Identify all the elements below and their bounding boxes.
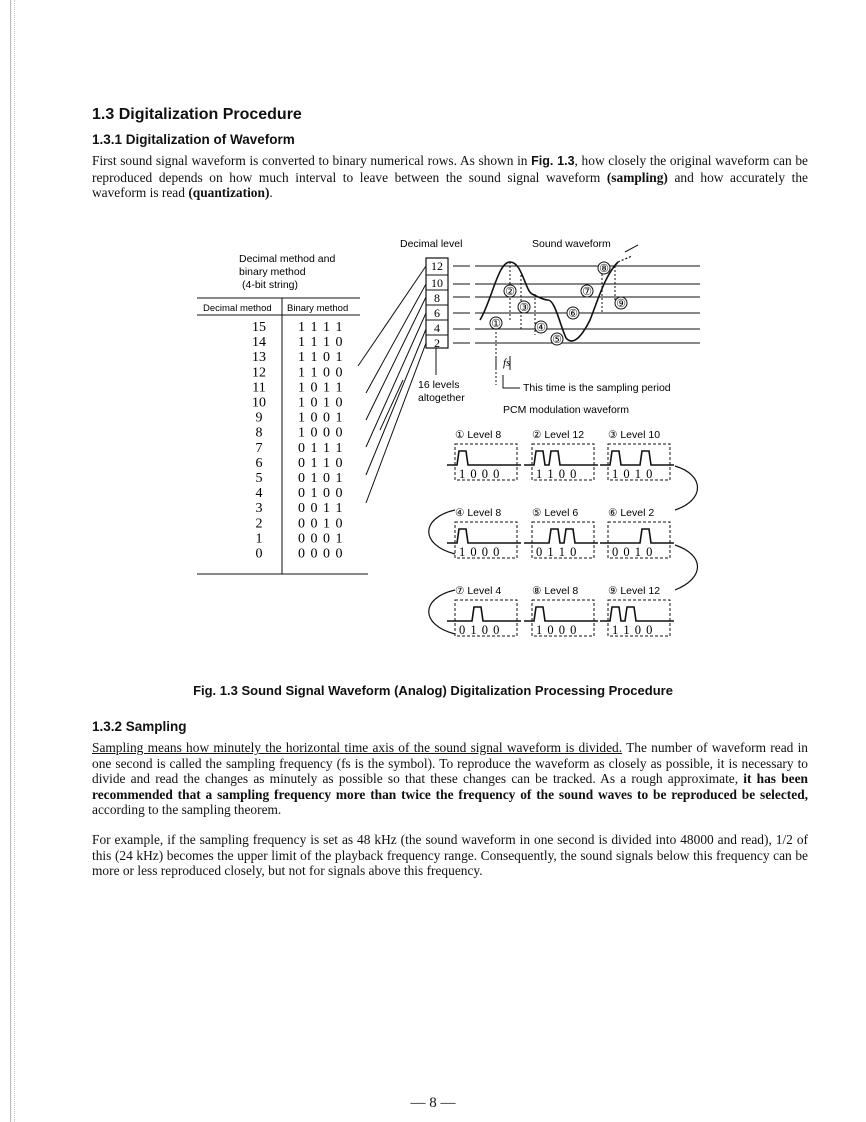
marker-2: ② xyxy=(505,286,515,298)
pulse-label: ③ Level 10 xyxy=(608,429,661,441)
table-decimal-value: 7 xyxy=(255,440,263,456)
pulse-group xyxy=(447,507,521,559)
table-decimal-value: 5 xyxy=(255,471,263,486)
level-label: 10 xyxy=(431,276,443,290)
pulse-wave xyxy=(447,607,521,621)
pulse-label: ⑤ Level 6 xyxy=(532,507,579,519)
table-binary-value: 0 0 1 0 xyxy=(298,516,344,532)
marker-1: ① xyxy=(491,318,501,330)
sampling-lines xyxy=(496,262,615,385)
mapping-lines xyxy=(358,266,426,503)
method-label-line2: binary method xyxy=(239,266,306,278)
pulse-group xyxy=(600,429,674,481)
method-label-line3: (4-bit string) xyxy=(242,279,299,291)
subsection-title-waveform: 1.3.1 Digitalization of Waveform xyxy=(92,132,295,147)
pulse-label: ⑨ Level 12 xyxy=(608,585,661,597)
table-decimal-value: 9 xyxy=(255,410,263,426)
table-decimal-value: 11 xyxy=(252,380,266,396)
column-header-binary: Binary method xyxy=(287,303,349,314)
decimal-level-label: Decimal level xyxy=(400,238,463,250)
level-label: 8 xyxy=(434,291,440,305)
pulse-wave xyxy=(600,607,674,621)
levels-label-line1: 16 levels xyxy=(418,379,460,391)
pulse-label: ① Level 8 xyxy=(455,429,502,441)
term-quantization: (quantization) xyxy=(188,185,270,200)
para-text: . xyxy=(269,185,273,200)
paragraph-sampling xyxy=(92,740,808,818)
table-decimal-value: 0 xyxy=(255,546,263,562)
table-binary-value: 1 1 1 0 xyxy=(298,335,344,351)
pulse-group xyxy=(447,429,521,481)
term-sampling: (sampling) xyxy=(606,169,668,185)
table-decimal-value: 13 xyxy=(252,350,266,366)
table-decimal-value: 14 xyxy=(252,335,266,351)
level-label: 2 xyxy=(434,336,440,350)
levels-label-line2: altogether xyxy=(418,392,465,404)
para-text: according to the sampling theorem. xyxy=(92,802,282,817)
table-binary-value: 0 0 1 1 xyxy=(298,501,344,517)
table-binary-value: 0 0 0 0 xyxy=(298,546,344,562)
para-text: , how closely the original waveform can be reproduced depends on how much interval to leave between the sound signal waveform xyxy=(92,153,808,185)
pulse-wave xyxy=(600,451,674,465)
table-binary-value: 1 1 0 0 xyxy=(298,365,344,381)
table-binary-value: 0 1 1 1 xyxy=(298,440,344,456)
section-title: 1.3 Digitalization Procedure xyxy=(92,106,302,123)
pulse-wave xyxy=(447,451,521,465)
pulse-wave xyxy=(447,529,521,543)
table-binary-value: 1 0 1 1 xyxy=(298,380,344,396)
pulse-code: 1 1 0 0 xyxy=(612,623,654,637)
sampling-period-label: This time is the sampling period xyxy=(523,382,671,394)
marker-6: ⑥ xyxy=(568,308,578,320)
level-box xyxy=(426,258,448,273)
table-decimal-value: 6 xyxy=(255,455,263,471)
table-binary-value: 1 0 1 0 xyxy=(298,395,344,411)
level-box xyxy=(426,320,448,335)
pulse-group xyxy=(600,507,674,559)
marker-3: ③ xyxy=(519,302,529,314)
sample-markers xyxy=(490,262,627,346)
pulse-code: 1 0 0 0 xyxy=(459,467,501,481)
marker-8: ⑧ xyxy=(599,263,609,275)
pulse-code: 1 1 0 0 xyxy=(536,467,578,481)
pulse-wave xyxy=(524,529,598,543)
pcm-label: PCM modulation waveform xyxy=(503,404,630,416)
pulse-code: 0 1 0 0 xyxy=(459,623,501,637)
pulse-group xyxy=(524,507,598,559)
pulse-wave xyxy=(524,451,598,465)
table-decimal-value: 15 xyxy=(252,320,266,335)
table-decimal-value: 4 xyxy=(255,486,263,502)
pulse-code: 0 1 1 0 xyxy=(536,545,578,559)
table-decimal-value: 2 xyxy=(255,516,263,532)
level-label: 12 xyxy=(431,259,443,273)
level-label: 6 xyxy=(434,306,440,320)
pulse-wave xyxy=(524,607,598,621)
pulse-wave xyxy=(600,529,674,543)
table-decimal-value: 3 xyxy=(255,501,263,517)
level-box xyxy=(426,305,448,320)
para-text: and how accurately the waveform is read xyxy=(92,169,809,200)
level-box xyxy=(426,290,448,305)
page-number: — 8 — xyxy=(410,1095,456,1111)
table-binary-value: 0 0 0 1 xyxy=(298,531,344,547)
table-decimal-value: 8 xyxy=(255,425,263,441)
pulse-code: 1 0 1 0 xyxy=(612,467,654,481)
table-decimal-value: 12 xyxy=(252,365,266,381)
marker-7: ⑦ xyxy=(582,286,592,298)
pulse-label: ④ Level 8 xyxy=(455,507,502,519)
table-binary-value: 0 1 1 0 xyxy=(298,455,344,471)
level-lines xyxy=(453,266,700,343)
para-text: First sound signal waveform is converted to binary numerical rows. As shown in xyxy=(92,153,532,168)
marker-9: ⑨ xyxy=(616,298,626,310)
table-decimal-value: 1 xyxy=(255,531,263,547)
pulse-label: ⑥ Level 2 xyxy=(608,507,655,519)
table-decimal-value: 10 xyxy=(252,395,266,411)
table-binary-value: 0 1 0 1 xyxy=(298,471,344,486)
pulse-label: ② Level 12 xyxy=(532,429,585,441)
pulse-label: ⑧ Level 8 xyxy=(532,585,579,597)
pulse-group xyxy=(447,585,521,637)
pulse-group xyxy=(524,585,598,637)
marker-5: ⑤ xyxy=(552,334,562,346)
sampling-theorem-statement: it has been recommended that a sampling frequency more than twice the frequency of the sound waves to be reproduced be selected, xyxy=(92,771,808,802)
figure-reference: Fig. 1.3 xyxy=(531,154,575,168)
paragraph-example: For example, if the sampling frequency is set as 48 kHz (the sound waveform in one second is divided into 48000 and read), 1/2 of this (24 kHz) becomes the upper limit of the playback frequency range. Consequently, the sound signals below this frequency can be more or less reproduced closely, but not for signals above this frequency. xyxy=(92,832,808,878)
pulse-code: 1 0 0 0 xyxy=(459,545,501,559)
conversion-table xyxy=(197,298,368,574)
table-binary-value: 1 1 0 1 xyxy=(298,350,344,366)
pulse-label: ⑦ Level 4 xyxy=(455,585,502,597)
level-label: 4 xyxy=(434,321,440,335)
marker-4: ④ xyxy=(536,322,546,334)
fs-label: fs xyxy=(503,357,511,369)
pulse-group xyxy=(524,429,598,481)
table-binary-value: 0 1 0 0 xyxy=(298,486,344,502)
subsection-title-sampling: 1.3.2 Sampling xyxy=(92,719,187,734)
pulse-code: 1 0 0 0 xyxy=(536,623,578,637)
sampling-definition: Sampling means how minutely the horizontal time axis of the sound signal waveform is divided. xyxy=(92,740,623,755)
method-label-line1: Decimal method and xyxy=(239,253,336,265)
pcm-pulse-groups xyxy=(447,429,674,637)
table-binary-value: 1 0 0 0 xyxy=(298,425,344,441)
table-binary-value: 1 1 1 1 xyxy=(298,320,344,335)
column-header-decimal: Decimal method xyxy=(203,303,272,314)
pulse-code: 0 0 1 0 xyxy=(612,545,654,559)
figure-caption: Fig. 1.3 Sound Signal Waveform (Analog) Digitalization Processing Procedure xyxy=(193,683,673,698)
pulse-group xyxy=(600,585,674,637)
table-binary-value: 1 0 0 1 xyxy=(298,410,344,426)
level-box xyxy=(426,275,448,290)
sound-waveform-label: Sound waveform xyxy=(532,238,611,250)
level-boxes xyxy=(426,258,448,350)
para-text: The number of waveform read in one second is called the sampling frequency (fs is the symbol). To reproduce the waveform as closely as possible, it is necessary to divide and read the changes as minutely as possible so that these changes can be tracked. As a rough approximate, xyxy=(92,740,809,786)
